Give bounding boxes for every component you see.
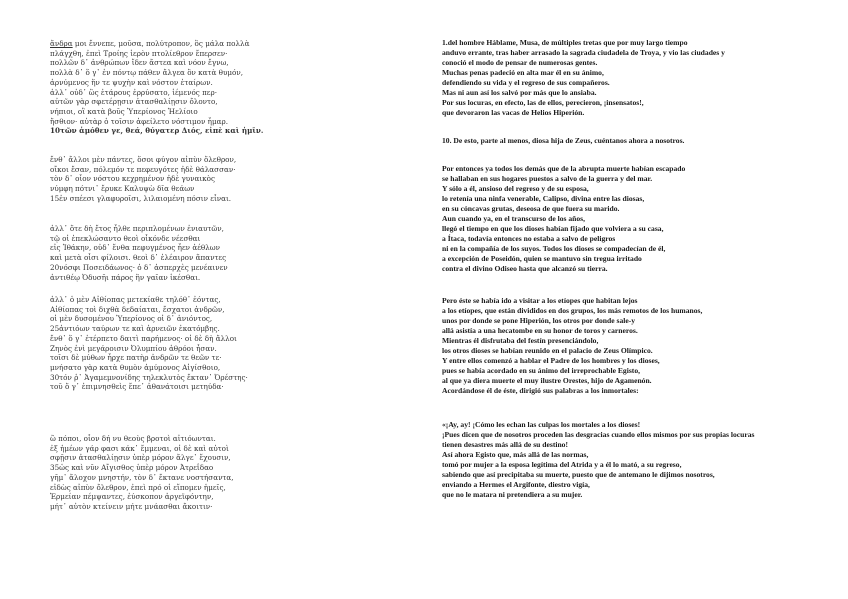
spanish-line: Pero éste se había ido a visitar a los etíopes que habitan lejos	[442, 296, 638, 305]
spanish-line: anduvo errante, tras haber arrasado la sagrada ciudadela de Troya, y vio las ciudades y	[442, 48, 725, 57]
greek-line: σφῇσιν ἀτασθαλίῃσιν ὑπὲρ μόρον ἄλγε᾽ ἔχουσιν,	[50, 453, 231, 463]
spanish-stanza-2	[442, 136, 812, 146]
spanish-line: tienen desastres más allá de su destino!	[442, 440, 569, 449]
spanish-line: se hallaban en sus hogares puestos a salvo de la guerra y del mar.	[442, 174, 653, 183]
greek-line	[50, 39, 420, 49]
spanish-stanza-5	[442, 420, 812, 500]
greek-line: οἱ μὲν δυσομένου Ὑπερίονος οἱ δ᾽ ἀνιόντος,	[50, 314, 213, 324]
greek-line: ἐξ ἡμέων γάρ φασι κάκ᾽ ἔμμεναι, οἱ δὲ καὶ αὐτοὶ	[50, 443, 229, 453]
spanish-line: que devoraron las vacas de Helios Hiperión.	[442, 108, 585, 117]
spanish-line: 10. De esto, parte al menos, diosa hija de Zeus, cuéntanos ahora a nosotros.	[442, 136, 685, 145]
spanish-line: Y sólo a él, ansioso del regreso y de su esposa,	[442, 184, 589, 193]
greek-line: τὸν δ᾽ οἶον νόστου κεχρημένον ἠδὲ γυναικὸς	[50, 174, 216, 184]
greek-line: ἀλλ᾽ ὁ μὲν Αἰθίοπας μετεκίαθε τηλόθ᾽ ἐόντας,	[50, 295, 221, 304]
spanish-line: conoció el modo de pensar de numerosas gentes.	[442, 58, 598, 67]
spanish-line: ¡Pues dicen que de nosotros proceden las desgracias cuando ellos mismos por sus propias locuras	[442, 430, 755, 439]
spanish-line: Mas ni aun así los salvó por más que lo ansiaba.	[442, 88, 597, 97]
greek-line: μνήσατο γὰρ κατὰ θυμὸν ἀμύμονος Αἰγίσθοιο,	[50, 362, 221, 372]
spanish-line: ni en la compañía de los suyos. Todos los dioses se compadecían de él,	[442, 244, 666, 253]
spanish-line: pues se había acordado en su ánimo del irreprochable Egisto,	[442, 366, 641, 375]
spanish-line: Por entonces ya todos los demás que de la abrupta muerte habían escapado	[442, 164, 686, 173]
greek-line: ἀντιθέῳ Ὀδυσῆι πάρος ἣν γαῖαν ἱκέσθαι.	[50, 272, 201, 282]
greek-stanza-4	[50, 295, 420, 392]
greek-stanza-5	[50, 434, 420, 512]
greek-line: ἀρνύμενος ἥν τε ψυχὴν καὶ νόστον ἑταίρων.	[50, 77, 213, 87]
greek-line: ἔνθ᾽ ὅ γ᾽ ἐτέρπετο δαιτὶ παρήμενος· οἱ δὲ δὴ ἄλλοι	[50, 333, 237, 343]
spanish-line: en su cóncavas grutas, deseosa de que fuera su marido.	[442, 204, 620, 213]
spanish-line: a excepción de Poseidón, quien se mantuvo sin tregua irritado	[442, 254, 642, 263]
greek-line: 10τῶν ἁμόθεν γε, θεά, θύγατερ Διός, εἰπὲ καὶ ἡμῖν.	[50, 126, 264, 136]
greek-line: πολλὰ δ᾽ ὅ γ᾽ ἐν πόντῳ πάθεν ἄλγεα ὃν κατὰ θυμόν,	[50, 68, 243, 78]
spanish-line: defendiendo su vida y el regreso de sus compañeros.	[442, 78, 610, 87]
greek-line: τοῦ ὅ γ᾽ ἐπιμνησθεὶς ἔπε᾽ ἀθανάτοισι μετηύδα·	[50, 382, 224, 392]
greek-line: τοῖσι δὲ μύθων ἦρχε πατὴρ ἀνδρῶν τε θεῶν τε·	[50, 353, 222, 363]
spanish-line: los otros dioses se habían reunido en el palacio de Zeus Olímpico.	[442, 346, 653, 355]
spanish-line: 1.del hombre Háblame, Musa, de múltiples tretas que por muy largo tiempo	[442, 38, 688, 47]
greek-stanza-3	[50, 224, 420, 282]
spanish-line: Aun cuando ya, en el transcurso de los años,	[442, 214, 586, 223]
spanish-line: Acordándose él de éste, dirigió sus palabras a los inmortales:	[442, 386, 639, 395]
greek-stanza-1	[50, 39, 420, 136]
spanish-line: a los etíopes, que están divididos en dos grupos, los más remotos de los humanos,	[442, 306, 703, 315]
spanish-line: Muchas penas padeció en alta mar él en su ánimo,	[442, 68, 604, 77]
spanish-line: sabiendo que así precipitaba su muerte, puesto que de antemano le dijimos nosotros,	[442, 470, 715, 479]
greek-line: νύμφη πότνι᾽ ἔρυκε Καλυψὼ δῖα θεάων	[50, 184, 195, 194]
spanish-line: Por sus locuras, en efecto, las de ellos, perecieron, ¡insensatos!,	[442, 98, 644, 107]
greek-line: ἀλλ᾽ ὅτε δὴ ἔτος ἦλθε περιπλομένων ἐνιαυτῶν,	[50, 224, 224, 233]
greek-line: νήπιοι, οἳ κατὰ βοῦς Ὑπερίονος Ἠελίοιο	[50, 106, 198, 116]
greek-line-rest: μοι ἔννεπε, μοῦσα, πολύτροπον, ὃς μάλα πολλὰ	[72, 39, 250, 48]
greek-line: 25ἀντιόων ταύρων τε καὶ ἀρνειῶν ἑκατόμβης.	[50, 324, 220, 334]
spanish-line: allá asistía a una hecatombe en su honor de toros y carneros.	[442, 326, 638, 335]
spanish-line: lo retenía una ninfa venerable, Calipso, divina entre las diosas,	[442, 194, 645, 203]
spanish-line: al que ya diera muerte el muy ilustre Orestes, hijo de Agamenón.	[442, 376, 652, 385]
greek-line: ἤσθιον· αὐτὰρ ὁ τοῖσιν ἀφείλετο νόστιμον ἦμαρ.	[50, 116, 228, 126]
greek-stanza-2	[50, 155, 420, 204]
greek-line: ἀλλ᾽ οὐδ᾽ ὣς ἑτάρους ἐρρύσατο, ἱέμενός περ·	[50, 87, 218, 97]
spanish-line: a Ítaca, todavía entonces no estaba a salvo de peligros	[442, 234, 616, 243]
greek-line: μήτ᾽ αὐτὸν κτείνειν μήτε μνάασθαι ἄκοιτιν·	[50, 501, 213, 511]
greek-line: ἔνθ᾽ ἄλλοι μὲν πάντες, ὅσοι φύγον αἰπὺν ὄλεθρον,	[50, 155, 237, 164]
greek-line: Αἰθίοπας τοὶ διχθὰ δεδαίαται, ἔσχατοι ἀνδρῶν,	[50, 304, 225, 314]
greek-line: πλάγχθη, ἐπεὶ Τροίης ἱερὸν πτολίεθρον ἔπερσεν·	[50, 48, 228, 58]
spanish-line: Así ahora Egisto que, más allá de las normas,	[442, 450, 589, 459]
spanish-stanza-3	[442, 164, 812, 274]
greek-line: καὶ μετὰ οἷσι φίλοισι. θεοὶ δ᾽ ἐλέαιρον ἅπαντες	[50, 253, 227, 263]
greek-line: αὐτῶν γὰρ σφετέρῃσιν ἀτασθαλίῃσιν ὄλοντο,	[50, 97, 218, 107]
spanish-line: tomó por mujer a la esposa legítima del Atrida y a él lo mató, a su regreso,	[442, 460, 682, 469]
greek-line: 15ἐν σπέεσι γλαφυροῖσι, λιλαιομένη πόσιν εἶναι.	[50, 193, 232, 203]
spanish-line: contra el divino Odiseo hasta que alcanzó su tierra.	[442, 264, 608, 273]
greek-line: 35ὡς καὶ νῦν Αἴγισθος ὑπὲρ μόρον Ἀτρεΐδαο	[50, 463, 214, 473]
spanish-line: que no le matara ni pretendiera a su mujer.	[442, 490, 583, 499]
greek-line: οἴκοι ἔσαν, πόλεμόν τε πεφευγότες ἠδὲ θάλασσαν·	[50, 164, 236, 174]
spanish-stanza-4	[442, 296, 812, 396]
greek-line: 30τόν ῥ᾽ Ἀγαμεμνονίδης τηλεκλυτὸς ἔκταν᾽ Ὀρέστης·	[50, 372, 248, 382]
greek-line: ὢ πόποι, οἷον δή νυ θεοὺς βροτοὶ αἰτιόωνται.	[50, 434, 216, 443]
greek-line: εἰς Ἰθάκην, οὐδ᾽ ἔνθα πεφυγμένος ἦεν ἀέθλων	[50, 243, 221, 253]
spanish-line: unos por donde se pone Hiperión, los otros por donde sale-y	[442, 316, 636, 325]
greek-line: τῷ οἱ ἐπεκλώσαντο θεοὶ οἶκόνδε νέεσθαι	[50, 233, 201, 243]
greek-line: γῆμ᾽ ἄλοχον μνηστήν, τὸν δ᾽ ἔκτανε νοστήσαντα,	[50, 472, 234, 482]
greek-first-word: ἄνδρα	[50, 39, 73, 48]
greek-line: 20νόσφι Ποσειδάωνος· ὁ δ᾽ ἀσπερχὲς μενέαινεν	[50, 262, 228, 272]
spanish-line: llegó el tiempo en que los dioses habían fijado que volviera a su casa,	[442, 224, 664, 233]
spanish-line: Y entre ellos comenzó a hablar el Padre de los hombres y los dioses,	[442, 356, 660, 365]
greek-line: Ἑρμείαν πέμψαντες, ἐύσκοπον ἀργεϊφόντην,	[50, 492, 214, 502]
greek-line: Ζηνὸς ἐνὶ μεγάροισιν Ὀλυμπίου ἁθρόοι ἦσαν.	[50, 343, 217, 353]
spanish-line: «¡Ay, ay! ¡Cómo les echan las culpas los mortales a los dioses!	[442, 420, 641, 429]
spanish-line: enviando a Hermes el Argifonte, diestro vigía,	[442, 480, 590, 489]
greek-line: εἰδὼς αἰπὺν ὄλεθρον, ἐπεὶ πρό οἱ εἴπομεν ἡμεῖς,	[50, 482, 226, 492]
greek-line: πολλῶν δ᾽ ἀνθρώπων ἴδεν ἄστεα καὶ νόον ἔγνω,	[50, 58, 229, 68]
spanish-stanza-1	[442, 38, 812, 118]
spanish-line: Mientras él disfrutaba del festín presenciándolo,	[442, 336, 599, 345]
